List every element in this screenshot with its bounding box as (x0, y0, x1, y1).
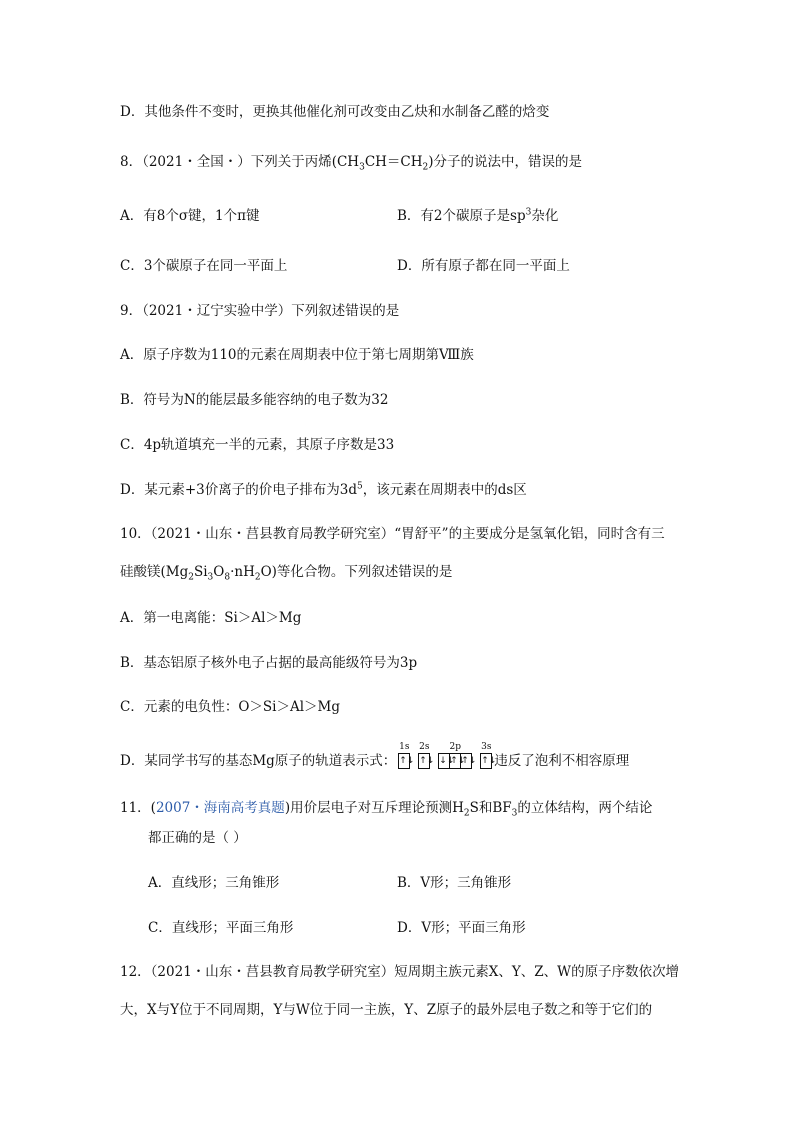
q10-option-c: C．元素的电负性：O＞Si＞Al＞Mg (120, 699, 340, 715)
q11-option-a: A．直线形；三角锥形 (148, 875, 280, 891)
q9-option-a: A．原子序数为110的元素在周期表中位于第七周期第Ⅷ族 (120, 347, 474, 363)
orbital-box: ↑↓ (460, 753, 472, 769)
orbital-diagram (398, 742, 497, 769)
orbital-box: ↑↓ (398, 753, 410, 769)
orbital-box: ↑↓ (418, 753, 430, 769)
orbital-box: ↑↓ (449, 753, 461, 769)
orbital-box: ↓↓ (438, 753, 450, 769)
q9-option-c: C．4p轨道填充一半的元素，其原子序数是33 (120, 437, 395, 453)
q7-option-d: D．其他条件不变时，更换其他催化剂可改变由乙炔和水制备乙醛的焓变 (120, 104, 550, 120)
q8-option-c: C．3个碳原子在同一平面上 (120, 258, 288, 274)
q10-stem-line2: 硅酸镁$(Mg_2Si_3O_8\cdot nH_2O)$等化合物。下列叙述错误的是 (120, 564, 453, 583)
q8-stem: 8．（2021・全国・）下列关于丙烯$(CH_3CH=CH_2)$分子的说法中，错误的是 (120, 154, 583, 173)
q10-stem-line1: 10．（2021・山东・莒县教育局教学研究室）“胃舒平”的主要成分是氢氧化铝，同时含有三 (120, 526, 665, 542)
q8-option-a: A．有8个σ键，1个π键 (120, 208, 260, 224)
q11-stem-line1: 11．(2007・海南高考真题)用价层电子对互斥理论预测$H_2S$和$BF_3$的立体结构，两个结论 (120, 800, 653, 819)
q12-stem-line2: 大，X与Y位于不同周期，Y与W位于同一主族，Y、Z原子的最外层电子数之和等于它们的 (120, 1002, 653, 1018)
q10-option-a: A．第一电离能：Si＞Al＞Mg (120, 610, 302, 626)
orbital-2p (438, 742, 477, 769)
orbital-label: 2s (419, 742, 430, 752)
q8-option-b: B．有2个碳原子是$sp^3$杂化 (397, 207, 559, 224)
orbital-1s (398, 742, 415, 769)
q8-option-d: D．所有原子都在同一平面上 (397, 258, 570, 274)
orbital-box: ↑↓ (480, 753, 492, 769)
orbital-2s (418, 742, 435, 769)
q12-stem-line1: 12．（2021・山东・莒县教育局教学研究室）短周期主族元素X、Y、Z、W的原子序数依次增 (120, 964, 680, 980)
q11-source: 2007・海南高考真题 (155, 800, 285, 816)
orbital-3s (480, 742, 497, 769)
orbital-label: 1s (399, 742, 410, 752)
q9-stem: 9．（2021・辽宁实验中学）下列叙述错误的是 (120, 303, 400, 319)
orbital-label: 3s (481, 742, 492, 752)
orbital-label: 2p (449, 742, 462, 752)
q9-option-b: B．符号为N的能层最多能容纳的电子数为32 (120, 392, 389, 408)
q11-option-d: D．V形；平面三角形 (397, 920, 526, 936)
q11-option-b: B．V形；三角锥形 (397, 875, 512, 891)
q11-stem-line2: 都正确的是（ ） (148, 830, 247, 846)
q9-option-d: D．某元素+3价离子的价电子排布为$3d^5$，该元素在周期表中的ds区 (120, 481, 527, 498)
q10-option-b: B．基态铝原子核外电子占据的最高能级符号为3p (120, 655, 418, 671)
q10-option-d: D．某同学书写的基态Mg原子的轨道表示式： 1s ↑↓ 2s ↑↓ 2p ↓↓ ↑↓ ↑↓ 3s ↑↓ 违反了泡利不相容原理 (120, 742, 630, 769)
q11-option-c: C．直线形；平面三角形 (148, 920, 294, 936)
